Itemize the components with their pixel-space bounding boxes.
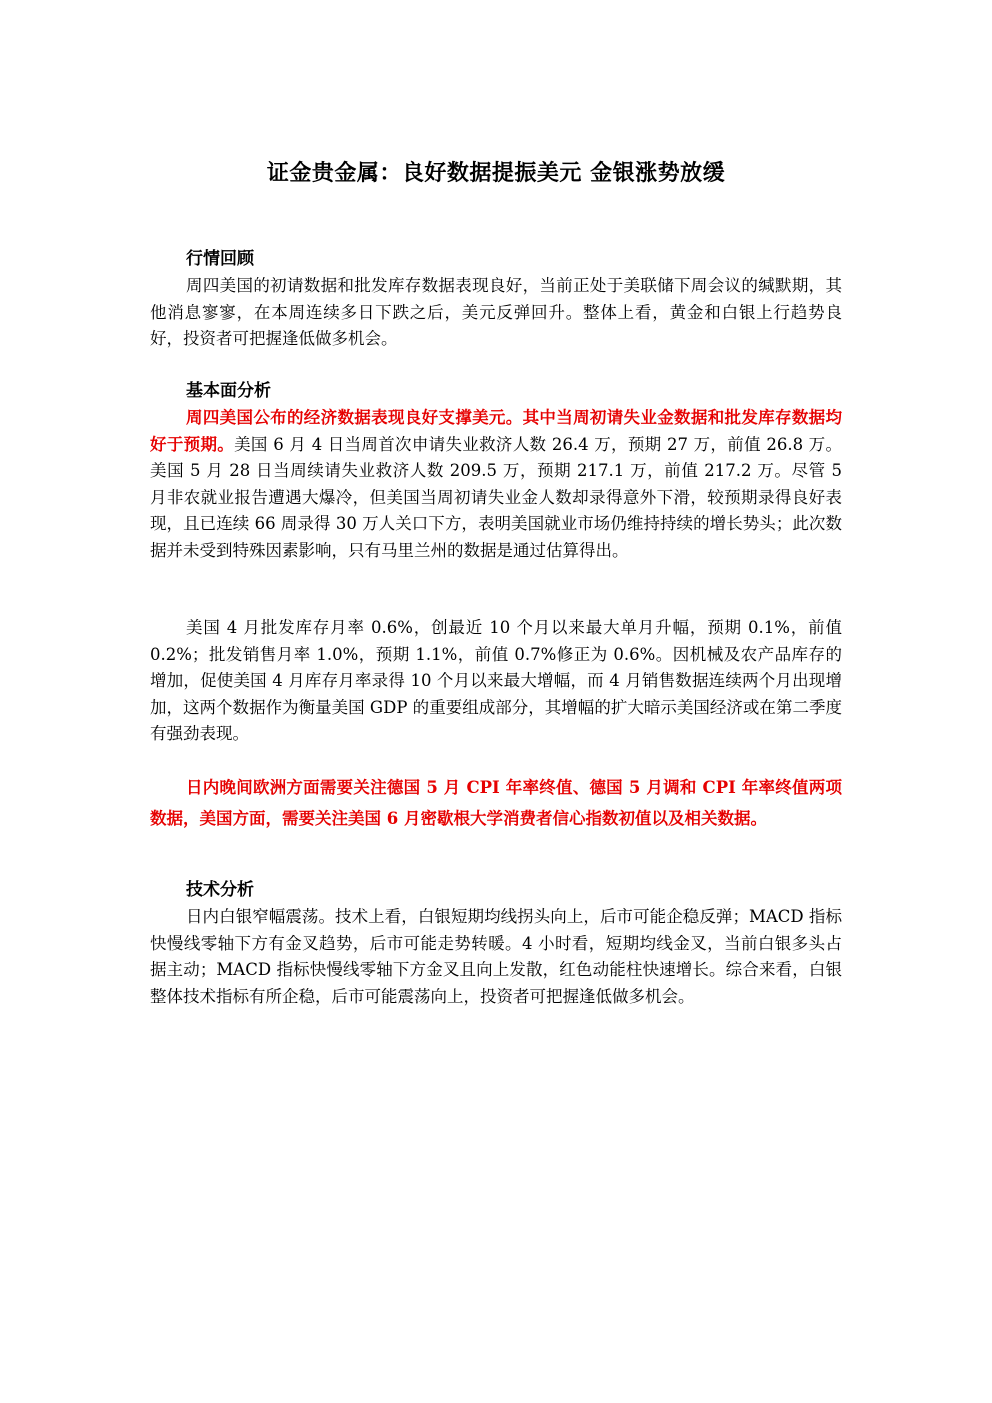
section-paragraph: 日内白银窄幅震荡。技术上看，白银短期均线拐头向上，后市可能企稳反弹；MACD 指标快慢线零轴下方有金叉趋势，后市可能走势转暖。4 小时看，短期均线金叉，当前白银多头占据主动；MACD 指标快慢线零轴下方金叉且向上发散，红色动能柱快速增长。综合来看，白银整体技术指标有所企稳，后市可能震荡向上，投资者可把握逢低做多机会。: [150, 907, 842, 1006]
section-paragraph: 周四美国的初请数据和批发库存数据表现良好，当前正处于美联储下周会议的缄默期，其他消息寥寥，在本周连续多日下跌之后，美元反弹回升。整体上看，黄金和白银上行趋势良好，投资者可把握逢低做多机会。: [150, 276, 842, 349]
section-fundamental-analysis: [150, 378, 842, 565]
section-red-notice: [150, 772, 842, 834]
highlight-text: 周四美国公布的经济数据表现良好支撑美元。其中当周初请失业金数据和批发库存数据均好于预期。: [150, 408, 842, 454]
document-title: 证金贵金属：良好数据提振美元 金银涨势放缓: [266, 160, 726, 186]
section-paragraph: [150, 405, 842, 565]
body-text: 美国 6 月 4 日当周首次申请失业救济人数 26.4 万，预期 27 万，前值 26.8 万。美国 5 月 28 日当周续请失业救济人数 209.5 万，预期 217.1 万，前值 217.2 万。尽管 5 月非农就业报告遭遇大爆冷，但美国当周初请失业金人数却录得意外下滑，较预期录得良好表现，且已连续 66 周录得 30 万人关口下方，表明美国就业市场仍维持持续的增长势头；此次数据并未受到特殊因素影响，只有马里兰州的数据是通过估算得出。: [150, 434, 843, 560]
section-heading: 技术分析: [186, 880, 254, 900]
section-wholesale-paragraph: [150, 615, 842, 748]
section-paragraph: 美国 4 月批发库存月率 0.6%，创最近 10 个月以来最大单月升幅，预期 0.1%，前值 0.2%；批发销售月率 1.0%，预期 1.1%，前值 0.7%修正为 0.6%。因机械及农产品库存的增加，促使美国 4 月库存月率录得 10 个月以来最大增幅，而 4 月销售数据连续两个月出现增加，这两个数据作为衡量美国 GDP 的重要组成部分，其增幅的扩大暗示美国经济或在第二季度有强劲表现。: [150, 618, 842, 744]
section-heading: 基本面分析: [186, 381, 271, 401]
section-heading: 行情回顾: [186, 249, 254, 269]
section-technical-analysis: [150, 877, 842, 1010]
section-market-review: [150, 246, 842, 353]
red-notice-paragraph: 日内晚间欧洲方面需要关注德国 5 月 CPI 年率终值、德国 5 月调和 CPI 年率终值两项数据，美国方面，需要关注美国 6 月密歇根大学消费者信心指数初值以及相关数据。: [150, 778, 842, 828]
